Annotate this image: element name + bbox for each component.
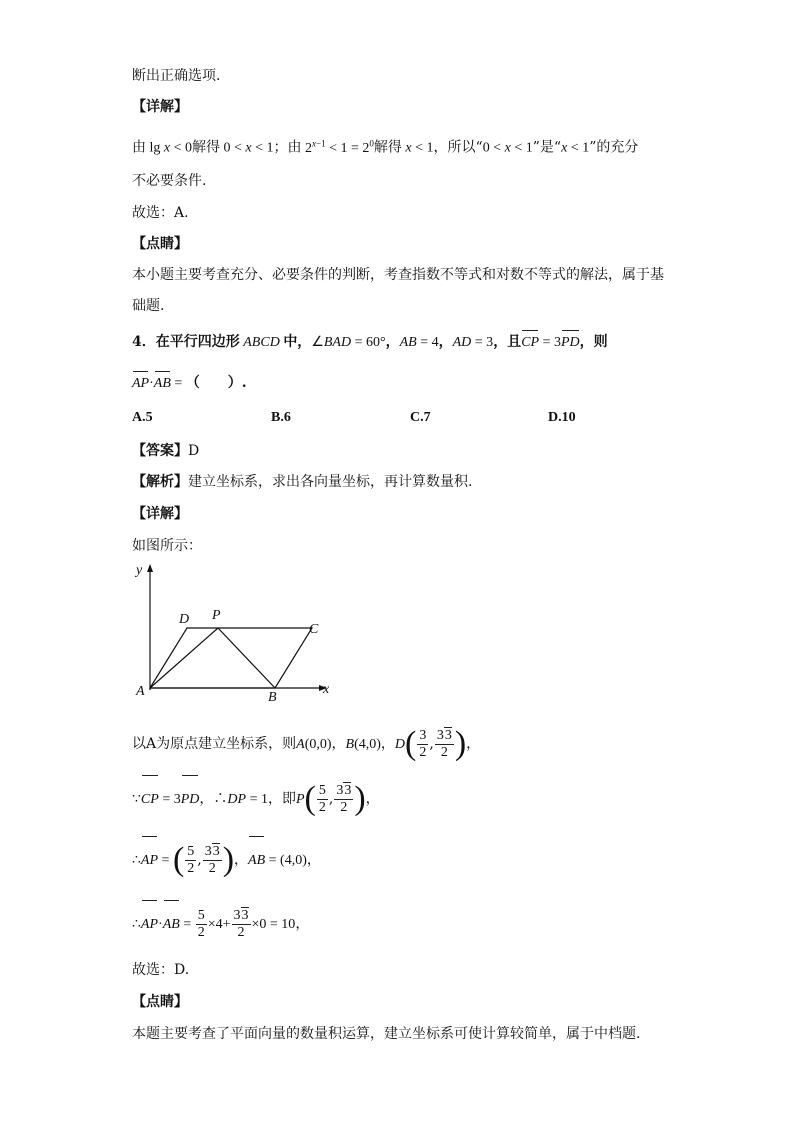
text-line: 故选：A. bbox=[132, 205, 189, 221]
condition-line: ∵CP = 3PD，∴DP = 1，即P( $\frac{5}{2}$ , $\frac{33}{2}$ )， bbox=[132, 777, 380, 822]
segment-ap bbox=[150, 628, 218, 688]
label-c: C bbox=[309, 622, 319, 637]
label-p: P bbox=[212, 608, 221, 623]
answer-line: 【答案】D bbox=[132, 443, 200, 459]
text-line: 础题. bbox=[132, 298, 165, 314]
text-line: 本小题主要考查充分、必要条件的判断，考查指数不等式和对数不等式的解法，属于基 bbox=[132, 267, 664, 283]
segment-pb bbox=[218, 628, 275, 688]
section-heading: 【详解】 bbox=[132, 99, 188, 115]
option-a: A.5 bbox=[132, 410, 153, 425]
question-stem: 4．在平行四边形 ABCD 中，∠BAD = 60°，AB = 4，AD = 3，且CP = 3PD，则 bbox=[132, 332, 608, 353]
question-stem-cont: AP·AB = （ ）. bbox=[132, 373, 247, 394]
text-line: 故选：D. bbox=[132, 962, 190, 978]
section-heading: 【详解】 bbox=[132, 506, 188, 522]
label-a: A bbox=[136, 684, 145, 699]
summary-line: 本题主要考查了平面向量的数量积运算，建立坐标系可使计算较简单，属于中档题. bbox=[132, 1026, 641, 1042]
section-heading: 【点睛】 bbox=[132, 236, 188, 252]
label-x: x bbox=[323, 682, 330, 697]
label-y: y bbox=[136, 563, 143, 578]
option-c: C.7 bbox=[410, 410, 431, 425]
parallelogram bbox=[150, 628, 312, 688]
label-b: B bbox=[268, 690, 277, 705]
parallelogram-figure bbox=[130, 560, 340, 705]
analysis-line: 【解析】建立坐标系，求出各向量坐标，再计算数量积. bbox=[132, 474, 473, 490]
dot-product-line: ∴AP·AB = $\frac{5}{2}$ ×4+ $\frac{33}{2}$ ×0 = 10， bbox=[132, 902, 309, 947]
coord-line: 以A为原点建立坐标系，则A(0,0)，B(4,0)，D( $\frac{3}{2}$ , $\frac{33}{2}$ )， bbox=[132, 725, 481, 762]
option-b: B.6 bbox=[271, 410, 291, 425]
vector-line: ∴AP = ( $\frac{5}{2}$ , $\frac{33}{2}$ )，AB = (4,0)， bbox=[132, 838, 321, 883]
text-line: 如图所示： bbox=[132, 538, 202, 554]
section-heading: 【点睛】 bbox=[132, 994, 188, 1010]
text-line: 断出正确选项. bbox=[132, 68, 221, 84]
option-d: D.10 bbox=[548, 410, 576, 425]
text-line: 由 lg x < 0解得 0 < x < 1；由 $2^{x-1} < 1 = 2^0$解得 x < 1，所以“0 < x < 1”是“x < 1”的充分 bbox=[132, 138, 639, 156]
text-line: 不必要条件. bbox=[132, 173, 207, 189]
label-d: D bbox=[179, 612, 190, 627]
